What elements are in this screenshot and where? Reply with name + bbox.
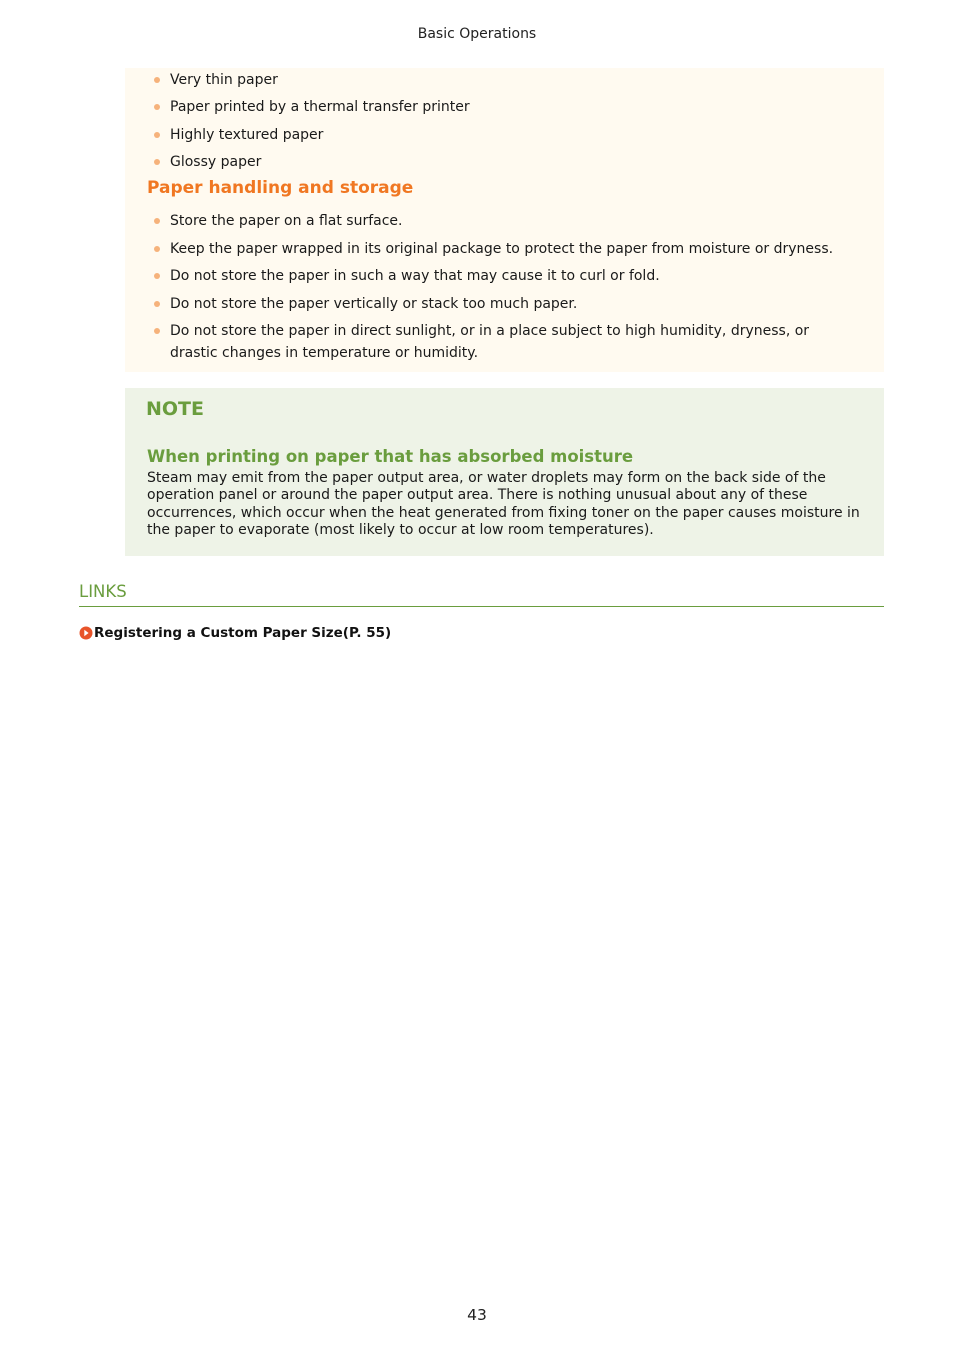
- list-item: Do not store the paper vertically or stack too much paper.: [125, 293, 884, 315]
- link-custom-paper-size[interactable]: [79, 625, 391, 641]
- bullet-icon: [154, 328, 160, 334]
- link-label[interactable]: Registering a Custom Paper Size(P. 55): [94, 625, 392, 641]
- caution-box: [125, 68, 884, 372]
- bullet-icon: [154, 77, 160, 83]
- list-item: Store the paper on a flat surface.: [125, 210, 884, 232]
- bullet-icon: [154, 273, 160, 279]
- bullet-icon: [154, 218, 160, 224]
- list-item: Do not store the paper in direct sunlight, or in a place subject to high humidity, dryness, or drastic changes in temperature or humidity.: [125, 320, 884, 364]
- storage-list: [125, 210, 884, 370]
- page-header: Basic Operations: [417, 26, 537, 42]
- links-divider: [79, 606, 884, 607]
- note-body: Steam may emit from the paper output area, or water droplets may form on the back side of the operation panel or around the paper output area. There is nothing unusual about any of these occurrences, which occur when the heat generated from fixing toner on the paper causes moisture in the paper to evaporate (most likely to occur at low room temperatures).: [147, 470, 860, 539]
- list-item: Highly textured paper: [125, 124, 884, 146]
- list-item: Very thin paper: [125, 69, 884, 91]
- list-item: Keep the paper wrapped in its original package to protect the paper from moisture or dryness.: [125, 238, 884, 260]
- bullet-icon: [154, 301, 160, 307]
- links-title: LINKS: [79, 582, 127, 601]
- unsuitable-paper-list: [125, 69, 884, 179]
- bullet-icon: [154, 246, 160, 252]
- storage-subheading: Paper handling and storage: [147, 178, 414, 198]
- arrow-circle-icon: [79, 626, 93, 640]
- list-item: Do not store the paper in such a way that may cause it to curl or fold.: [125, 265, 884, 287]
- bullet-icon: [154, 104, 160, 110]
- note-box: [125, 388, 884, 556]
- note-title: NOTE: [146, 398, 204, 420]
- bullet-icon: [154, 159, 160, 165]
- list-item: Paper printed by a thermal transfer printer: [125, 96, 884, 118]
- list-item: Glossy paper: [125, 151, 884, 173]
- bullet-icon: [154, 132, 160, 138]
- page-number: 43: [467, 1306, 487, 1324]
- note-subtitle: When printing on paper that has absorbed moisture: [147, 447, 634, 466]
